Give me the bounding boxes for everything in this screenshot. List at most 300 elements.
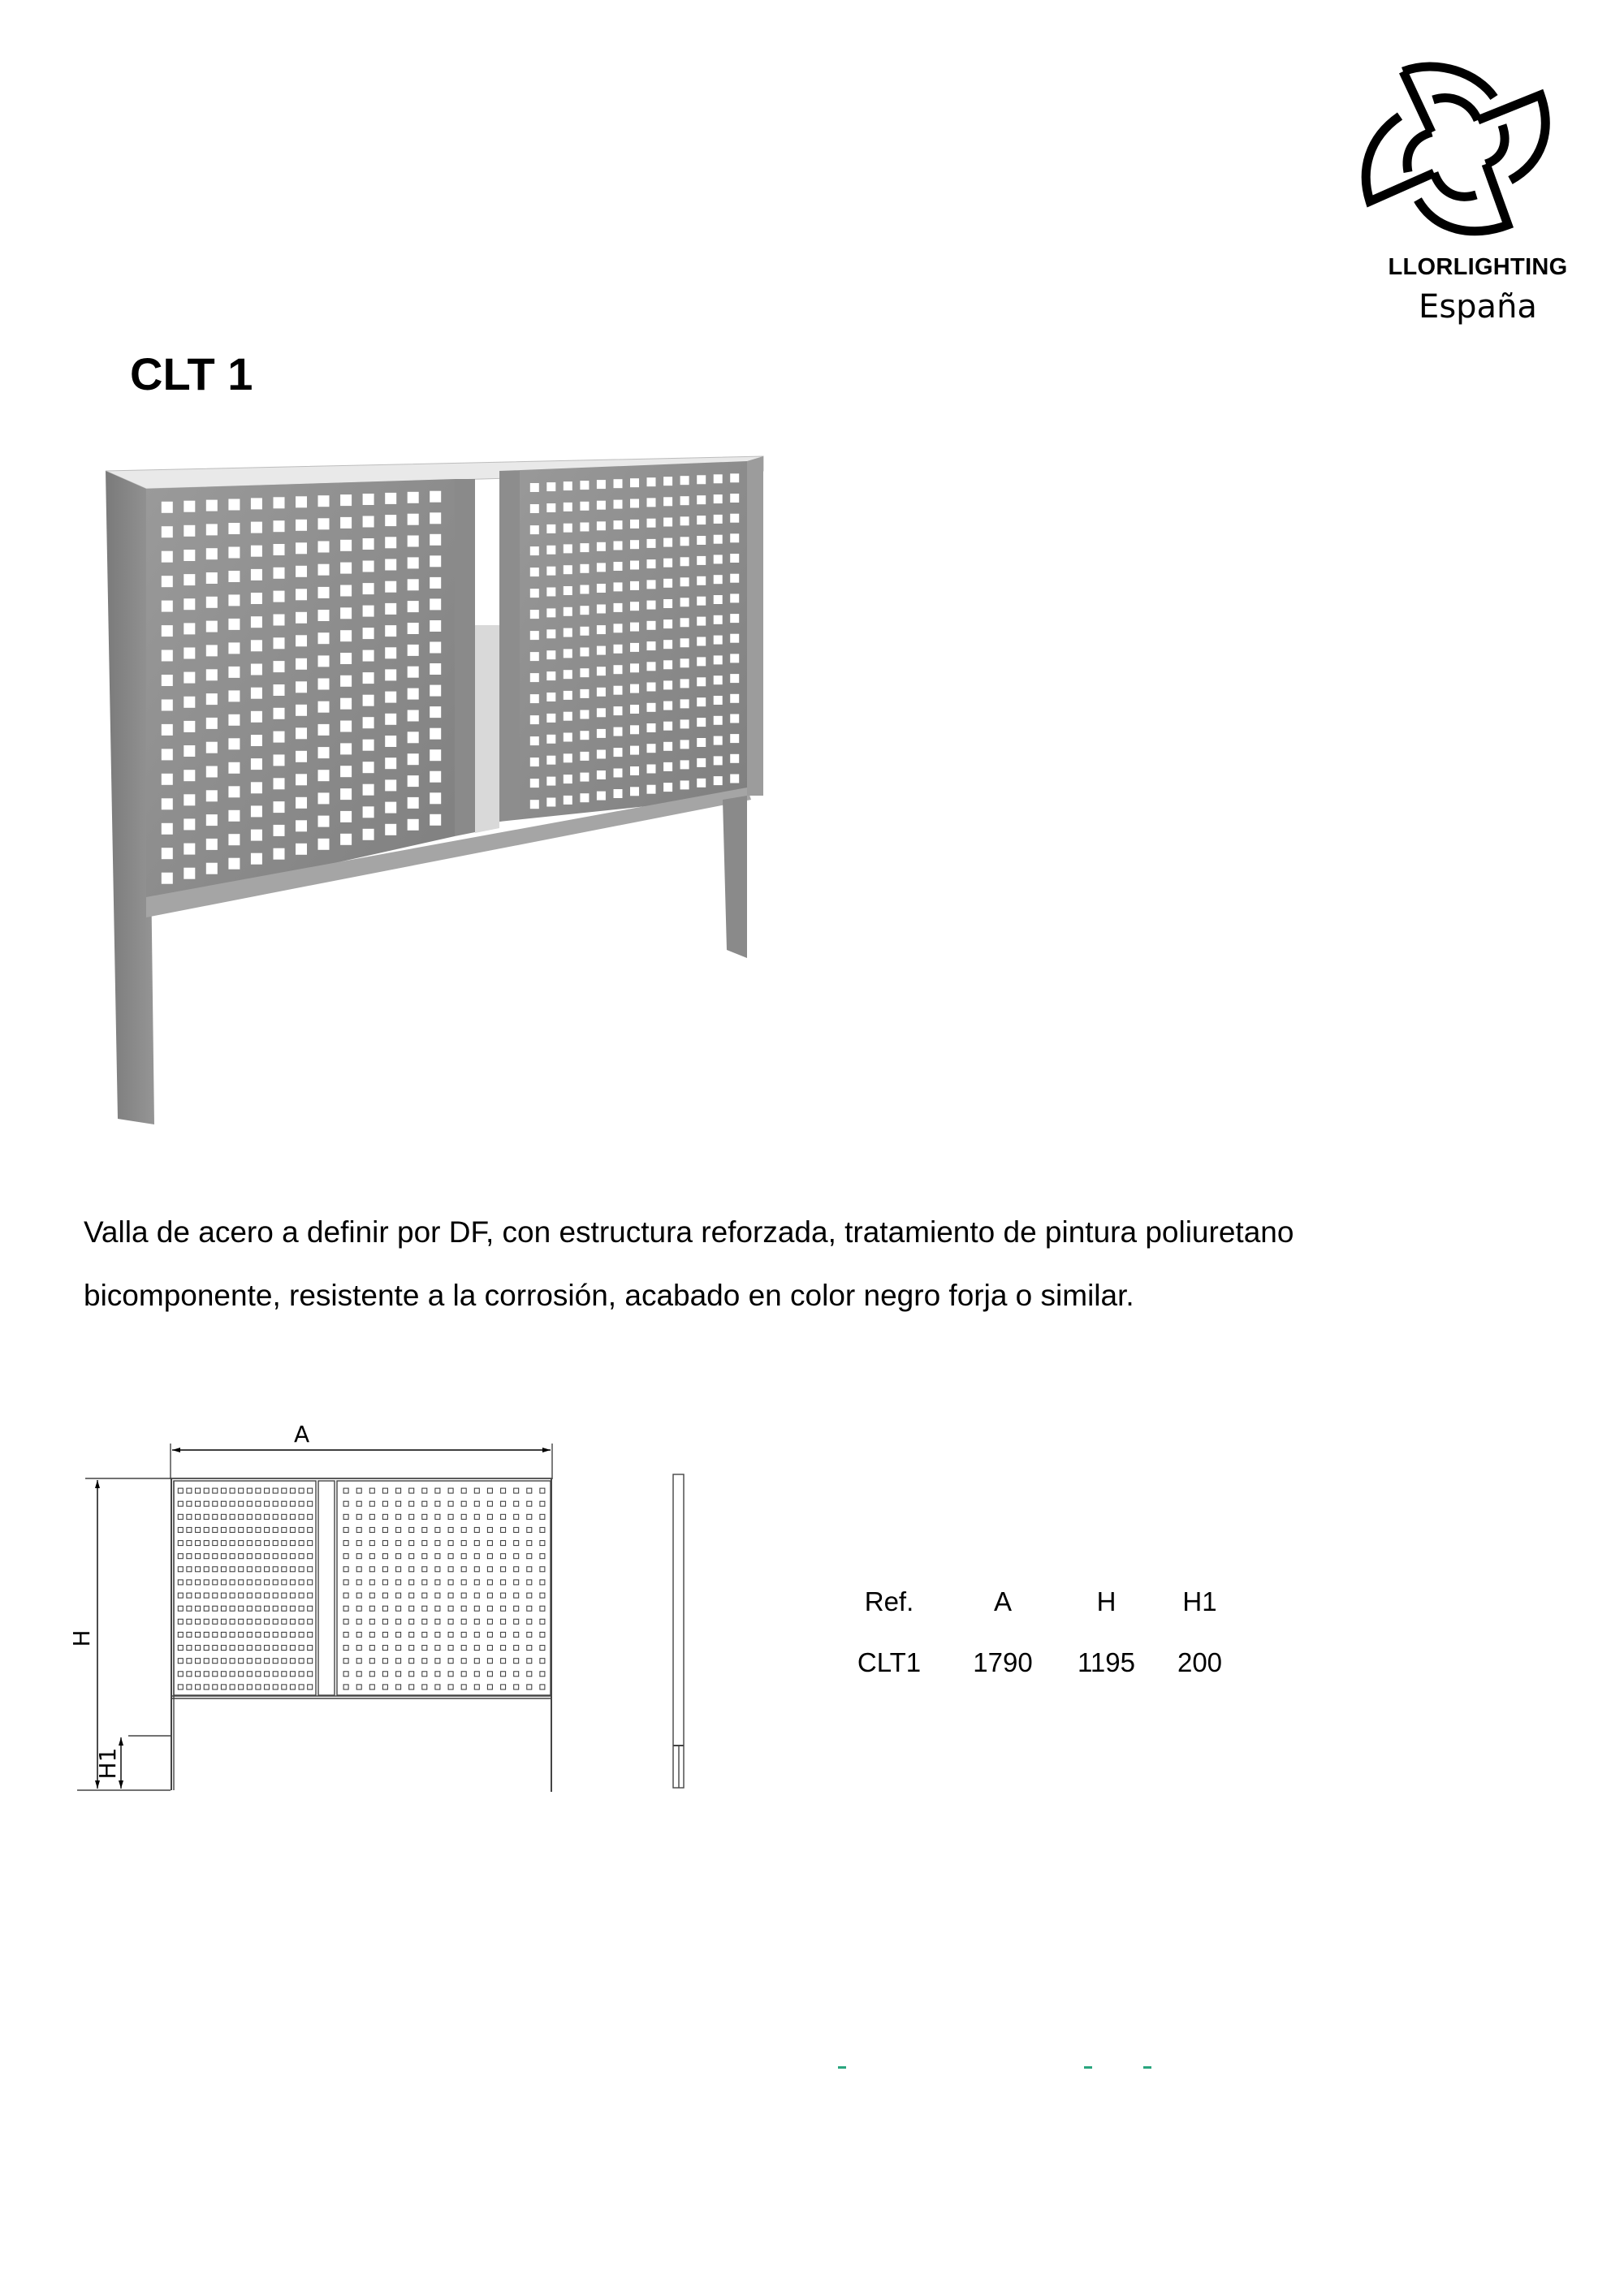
panel-hole xyxy=(435,1567,440,1572)
panel-hole xyxy=(239,1501,244,1506)
photo-hole xyxy=(630,766,639,775)
photo-hole xyxy=(546,650,555,659)
panel-hole xyxy=(382,1619,387,1624)
panel-hole xyxy=(282,1593,287,1598)
photo-hole xyxy=(430,749,441,761)
photo-hole xyxy=(680,598,689,606)
photo-hole xyxy=(580,585,589,594)
panel-hole xyxy=(221,1501,226,1506)
photo-hole xyxy=(597,542,606,551)
photo-hole xyxy=(408,688,419,700)
panel-hole xyxy=(256,1501,261,1506)
panel-hole xyxy=(221,1659,226,1664)
panel-hole xyxy=(461,1606,466,1611)
photo-hole xyxy=(363,829,374,840)
photo-hole xyxy=(228,714,240,726)
photo-hole xyxy=(274,684,285,696)
photo-hole xyxy=(296,566,307,577)
panel-hole xyxy=(514,1685,519,1690)
photo-hole xyxy=(385,802,396,814)
panel-hole xyxy=(213,1685,218,1690)
photo-hole xyxy=(680,557,689,566)
panel-hole xyxy=(239,1567,244,1572)
panel-hole xyxy=(514,1672,519,1677)
photo-hole xyxy=(697,677,706,686)
photo-hole xyxy=(184,648,195,659)
panel-hole xyxy=(487,1619,492,1624)
cell-h: 1195 xyxy=(1078,1646,1135,1677)
panel-hole xyxy=(265,1685,270,1690)
panel-hole xyxy=(265,1527,270,1532)
panel-hole xyxy=(239,1606,244,1611)
panel-hole xyxy=(514,1527,519,1532)
panel-hole xyxy=(343,1593,348,1598)
panel-hole xyxy=(343,1541,348,1546)
photo-hole xyxy=(597,667,606,675)
panel-hole xyxy=(239,1619,244,1624)
photo-hole xyxy=(580,481,589,490)
photo-hole xyxy=(363,561,374,572)
photo-hole xyxy=(184,598,195,610)
photo-hole xyxy=(530,504,539,513)
photo-hole xyxy=(614,479,623,488)
photo-hole xyxy=(318,747,330,758)
panel-hole xyxy=(204,1606,209,1611)
panel-hole xyxy=(187,1646,192,1651)
photo-hole xyxy=(206,742,218,753)
panel-hole xyxy=(204,1659,209,1664)
panel-hole xyxy=(265,1646,270,1651)
panel-hole xyxy=(187,1567,192,1572)
panel-hole xyxy=(230,1632,235,1637)
photo-hole xyxy=(385,559,396,571)
panel-hole xyxy=(239,1488,244,1493)
photo-hole xyxy=(697,536,706,545)
photo-hole xyxy=(296,774,307,785)
photo-hole xyxy=(363,650,374,662)
photo-hole xyxy=(730,674,739,683)
panel-hole xyxy=(448,1514,453,1519)
photo-hole xyxy=(408,667,419,678)
photo-hole xyxy=(162,873,173,884)
panel-hole xyxy=(256,1619,261,1624)
photo-hole xyxy=(408,775,419,787)
header-a: A xyxy=(993,1586,1012,1616)
photo-hole xyxy=(184,868,195,879)
panel-hole xyxy=(474,1632,479,1637)
panel-hole xyxy=(213,1632,218,1637)
panel-hole xyxy=(474,1685,479,1690)
photo-hole xyxy=(564,670,572,679)
photo-hole xyxy=(614,645,623,654)
photo-hole xyxy=(408,797,419,809)
photo-hole xyxy=(730,754,739,763)
photo-hole xyxy=(408,645,419,656)
panel-hole xyxy=(540,1619,545,1624)
photo-hole xyxy=(580,627,589,636)
panel-hole xyxy=(514,1567,519,1572)
photo-hole xyxy=(251,853,262,865)
photo-hole xyxy=(363,695,374,706)
panel-hole xyxy=(369,1541,374,1546)
panel-hole xyxy=(343,1527,348,1532)
panel-hole xyxy=(474,1659,479,1664)
photo-hole xyxy=(274,568,285,579)
panel-hole xyxy=(273,1567,278,1572)
photo-hole xyxy=(340,788,352,800)
panel-hole xyxy=(196,1488,201,1493)
panel-hole xyxy=(382,1632,387,1637)
panel-hole xyxy=(448,1488,453,1493)
photo-hole xyxy=(564,775,572,783)
panel-hole xyxy=(461,1685,466,1690)
panel-hole xyxy=(540,1567,545,1572)
panel-hole xyxy=(256,1567,261,1572)
panel-hole xyxy=(299,1646,304,1651)
dimension-label-h: H xyxy=(68,1629,95,1647)
panel-hole xyxy=(178,1541,183,1546)
photo-hole xyxy=(546,798,555,807)
photo-hole xyxy=(274,520,285,532)
panel-hole xyxy=(178,1554,183,1559)
panel-hole xyxy=(213,1567,218,1572)
panel-hole xyxy=(308,1632,313,1637)
photo-hole xyxy=(564,712,572,721)
panel-hole xyxy=(247,1501,252,1506)
photo-hole xyxy=(363,806,374,818)
panel-hole xyxy=(282,1501,287,1506)
panel-hole xyxy=(196,1632,201,1637)
photo-hole xyxy=(697,475,706,484)
photo-hole xyxy=(363,628,374,639)
photo-hole xyxy=(697,556,706,565)
panel-hole xyxy=(527,1659,532,1664)
photo-hole xyxy=(697,597,706,606)
photo-hole xyxy=(730,593,739,602)
panel-hole xyxy=(501,1527,506,1532)
panel-hole xyxy=(540,1580,545,1585)
photo-hole xyxy=(663,640,672,649)
panel-hole xyxy=(265,1554,270,1559)
panel-hole xyxy=(230,1554,235,1559)
panel-hole xyxy=(461,1646,466,1651)
photo-hole xyxy=(318,770,330,781)
panel-hole xyxy=(396,1659,401,1664)
photo-hole xyxy=(663,559,672,568)
photo-hole xyxy=(730,734,739,743)
panel-hole xyxy=(187,1685,192,1690)
panel-hole xyxy=(178,1685,183,1690)
panel-hole xyxy=(273,1659,278,1664)
photo-hole xyxy=(296,589,307,600)
panel-hole xyxy=(290,1567,295,1572)
photo-hole xyxy=(408,579,419,590)
panel-hole xyxy=(273,1514,278,1519)
panel-hole xyxy=(230,1580,235,1585)
panel-hole xyxy=(435,1514,440,1519)
panel-hole xyxy=(422,1672,427,1677)
panel-hole xyxy=(196,1527,201,1532)
panel-hole xyxy=(487,1593,492,1598)
panel-hole xyxy=(527,1527,532,1532)
panel-hole xyxy=(435,1672,440,1677)
panel-hole xyxy=(178,1567,183,1572)
photo-hole xyxy=(408,514,419,525)
photo-hole xyxy=(206,693,218,705)
panel-hole xyxy=(369,1685,374,1690)
panel-hole xyxy=(540,1593,545,1598)
panel-hole xyxy=(501,1672,506,1677)
photo-hole xyxy=(162,502,173,513)
panel-hole xyxy=(299,1488,304,1493)
photo-hole xyxy=(162,625,173,637)
panel-hole xyxy=(422,1567,427,1572)
panel-hole xyxy=(230,1606,235,1611)
photo-hole xyxy=(580,523,589,532)
photo-hole xyxy=(530,757,539,766)
photo-hole xyxy=(363,672,374,684)
photo-hole xyxy=(408,819,419,831)
photo-hole xyxy=(647,559,656,568)
panel-hole xyxy=(213,1672,218,1677)
panel-hole xyxy=(290,1580,295,1585)
panel-hole xyxy=(461,1541,466,1546)
panel-hole xyxy=(230,1527,235,1532)
panel-hole xyxy=(247,1527,252,1532)
panel-hole xyxy=(273,1580,278,1585)
photo-hole xyxy=(251,758,262,770)
panel-hole xyxy=(196,1659,201,1664)
photo-hole xyxy=(597,646,606,655)
panel-hole xyxy=(204,1541,209,1546)
photo-hole xyxy=(296,844,307,855)
panel-hole xyxy=(409,1580,414,1585)
photo-hole xyxy=(340,540,352,551)
panel-hole xyxy=(448,1685,453,1690)
photo-hole xyxy=(340,766,352,777)
photo-hole xyxy=(318,792,330,804)
panel-hole xyxy=(213,1488,218,1493)
panel-hole xyxy=(448,1580,453,1585)
panel-hole xyxy=(282,1527,287,1532)
panel-hole xyxy=(187,1488,192,1493)
panel-hole xyxy=(196,1541,201,1546)
photo-hole xyxy=(597,480,606,489)
photo-hole xyxy=(206,524,218,535)
photo-hole xyxy=(228,523,240,534)
photo-hole xyxy=(546,588,555,597)
photo-hole xyxy=(663,783,672,792)
panel-hole xyxy=(273,1685,278,1690)
photo-hole xyxy=(647,498,656,507)
photo-hole xyxy=(630,643,639,652)
panel-hole xyxy=(343,1619,348,1624)
photo-hole xyxy=(184,623,195,634)
photo-hole xyxy=(663,518,672,527)
panel-hole xyxy=(221,1567,226,1572)
photo-hole xyxy=(730,514,739,523)
front-view-drawing xyxy=(65,1413,593,1819)
photo-hole xyxy=(530,483,539,492)
photo-hole xyxy=(564,503,572,511)
panel-hole xyxy=(308,1514,313,1519)
photo-hole xyxy=(714,636,723,645)
panel-hole xyxy=(422,1646,427,1651)
photo-hole xyxy=(663,762,672,771)
panel-hole xyxy=(474,1593,479,1598)
photo-hole xyxy=(408,492,419,503)
panel-hole xyxy=(514,1554,519,1559)
photo-hole xyxy=(564,544,572,553)
panel-hole xyxy=(204,1646,209,1651)
panel-hole xyxy=(196,1685,201,1690)
panel-hole xyxy=(487,1567,492,1572)
panel-hole xyxy=(308,1567,313,1572)
photo-hole xyxy=(184,574,195,585)
panel-hole xyxy=(290,1659,295,1664)
panel-hole xyxy=(290,1646,295,1651)
panel-hole xyxy=(230,1488,235,1493)
panel-hole xyxy=(308,1527,313,1532)
photo-hole xyxy=(228,619,240,630)
photo-hole xyxy=(385,537,396,548)
drawing-left-holes xyxy=(178,1488,312,1690)
panel-hole xyxy=(369,1580,374,1585)
panel-hole xyxy=(409,1488,414,1493)
photo-hole xyxy=(630,478,639,487)
photo-hole xyxy=(318,518,330,529)
photo-hole xyxy=(363,606,374,617)
photo-hole xyxy=(564,524,572,533)
panel-hole xyxy=(343,1685,348,1690)
panel-hole xyxy=(382,1527,387,1532)
panel-hole xyxy=(396,1619,401,1624)
photo-hole xyxy=(430,555,441,567)
panel-hole xyxy=(247,1672,252,1677)
panel-hole xyxy=(187,1659,192,1664)
panel-hole xyxy=(514,1541,519,1546)
panel-hole xyxy=(290,1672,295,1677)
panel-hole xyxy=(409,1514,414,1519)
panel-hole xyxy=(422,1554,427,1559)
brand-country: España xyxy=(1419,288,1537,326)
photo-hole xyxy=(697,738,706,747)
panel-hole xyxy=(409,1554,414,1559)
panel-hole xyxy=(256,1527,261,1532)
photo-hole xyxy=(564,753,572,762)
photo-hole xyxy=(530,589,539,598)
photo-hole xyxy=(340,585,352,597)
photo-hole xyxy=(385,581,396,593)
photo-hole xyxy=(408,557,419,568)
panel-hole xyxy=(230,1672,235,1677)
photo-hole xyxy=(340,834,352,845)
panel-hole xyxy=(409,1501,414,1506)
photo-hole xyxy=(630,602,639,611)
panel-hole xyxy=(343,1580,348,1585)
panel-hole xyxy=(448,1619,453,1624)
panel-hole xyxy=(448,1567,453,1572)
photo-hole xyxy=(274,732,285,743)
panel-hole xyxy=(178,1501,183,1506)
panel-hole xyxy=(213,1527,218,1532)
photo-hole xyxy=(663,477,672,486)
photo-hole xyxy=(228,642,240,654)
photo-hole xyxy=(296,751,307,762)
panel-hole xyxy=(204,1593,209,1598)
photo-hole xyxy=(162,526,173,537)
panel-hole xyxy=(356,1619,361,1624)
panel-hole xyxy=(461,1527,466,1532)
photo-hole xyxy=(546,567,555,576)
photo-hole xyxy=(697,718,706,727)
right-panel xyxy=(499,461,747,822)
photo-hole xyxy=(385,625,396,637)
photo-hole xyxy=(318,632,330,644)
panel-hole xyxy=(187,1554,192,1559)
panel-hole xyxy=(343,1501,348,1506)
photo-hole xyxy=(274,848,285,860)
panel-hole xyxy=(213,1619,218,1624)
panel-hole xyxy=(247,1619,252,1624)
photo-hole xyxy=(162,823,173,835)
panel-hole xyxy=(474,1527,479,1532)
photo-hole xyxy=(184,672,195,684)
photo-hole xyxy=(614,542,623,550)
photo-hole xyxy=(697,697,706,706)
photo-hole xyxy=(530,546,539,555)
photo-hole xyxy=(680,496,689,505)
panel-hole xyxy=(221,1646,226,1651)
photo-hole xyxy=(296,612,307,624)
panel-hole xyxy=(448,1646,453,1651)
panel-hole xyxy=(422,1514,427,1519)
panel-hole xyxy=(299,1501,304,1506)
panel-hole xyxy=(239,1632,244,1637)
photo-hole xyxy=(184,745,195,757)
photo-hole xyxy=(697,516,706,524)
panel-hole xyxy=(435,1541,440,1546)
panel-hole xyxy=(187,1593,192,1598)
panel-hole xyxy=(382,1567,387,1572)
panel-hole xyxy=(409,1541,414,1546)
panel-hole xyxy=(213,1606,218,1611)
photo-hole xyxy=(530,525,539,534)
photo-hole xyxy=(580,710,589,719)
photo-hole xyxy=(546,524,555,533)
panel-hole xyxy=(356,1501,361,1506)
panel-hole xyxy=(422,1593,427,1598)
photo-hole xyxy=(647,519,656,528)
decorative-tick xyxy=(1143,2066,1151,2069)
photo-hole xyxy=(546,503,555,512)
panel-hole xyxy=(422,1501,427,1506)
panel-hole xyxy=(396,1514,401,1519)
photo-hole xyxy=(730,775,739,783)
panel-hole xyxy=(213,1593,218,1598)
panel-hole xyxy=(409,1632,414,1637)
panel-hole xyxy=(273,1554,278,1559)
panel-hole xyxy=(435,1659,440,1664)
panel-hole xyxy=(382,1646,387,1651)
photo-hole xyxy=(614,686,623,695)
panel-hole xyxy=(221,1527,226,1532)
panel-hole xyxy=(343,1567,348,1572)
photo-hole xyxy=(730,634,739,643)
panel-hole xyxy=(204,1567,209,1572)
panel-hole xyxy=(308,1554,313,1559)
panel-hole xyxy=(461,1619,466,1624)
